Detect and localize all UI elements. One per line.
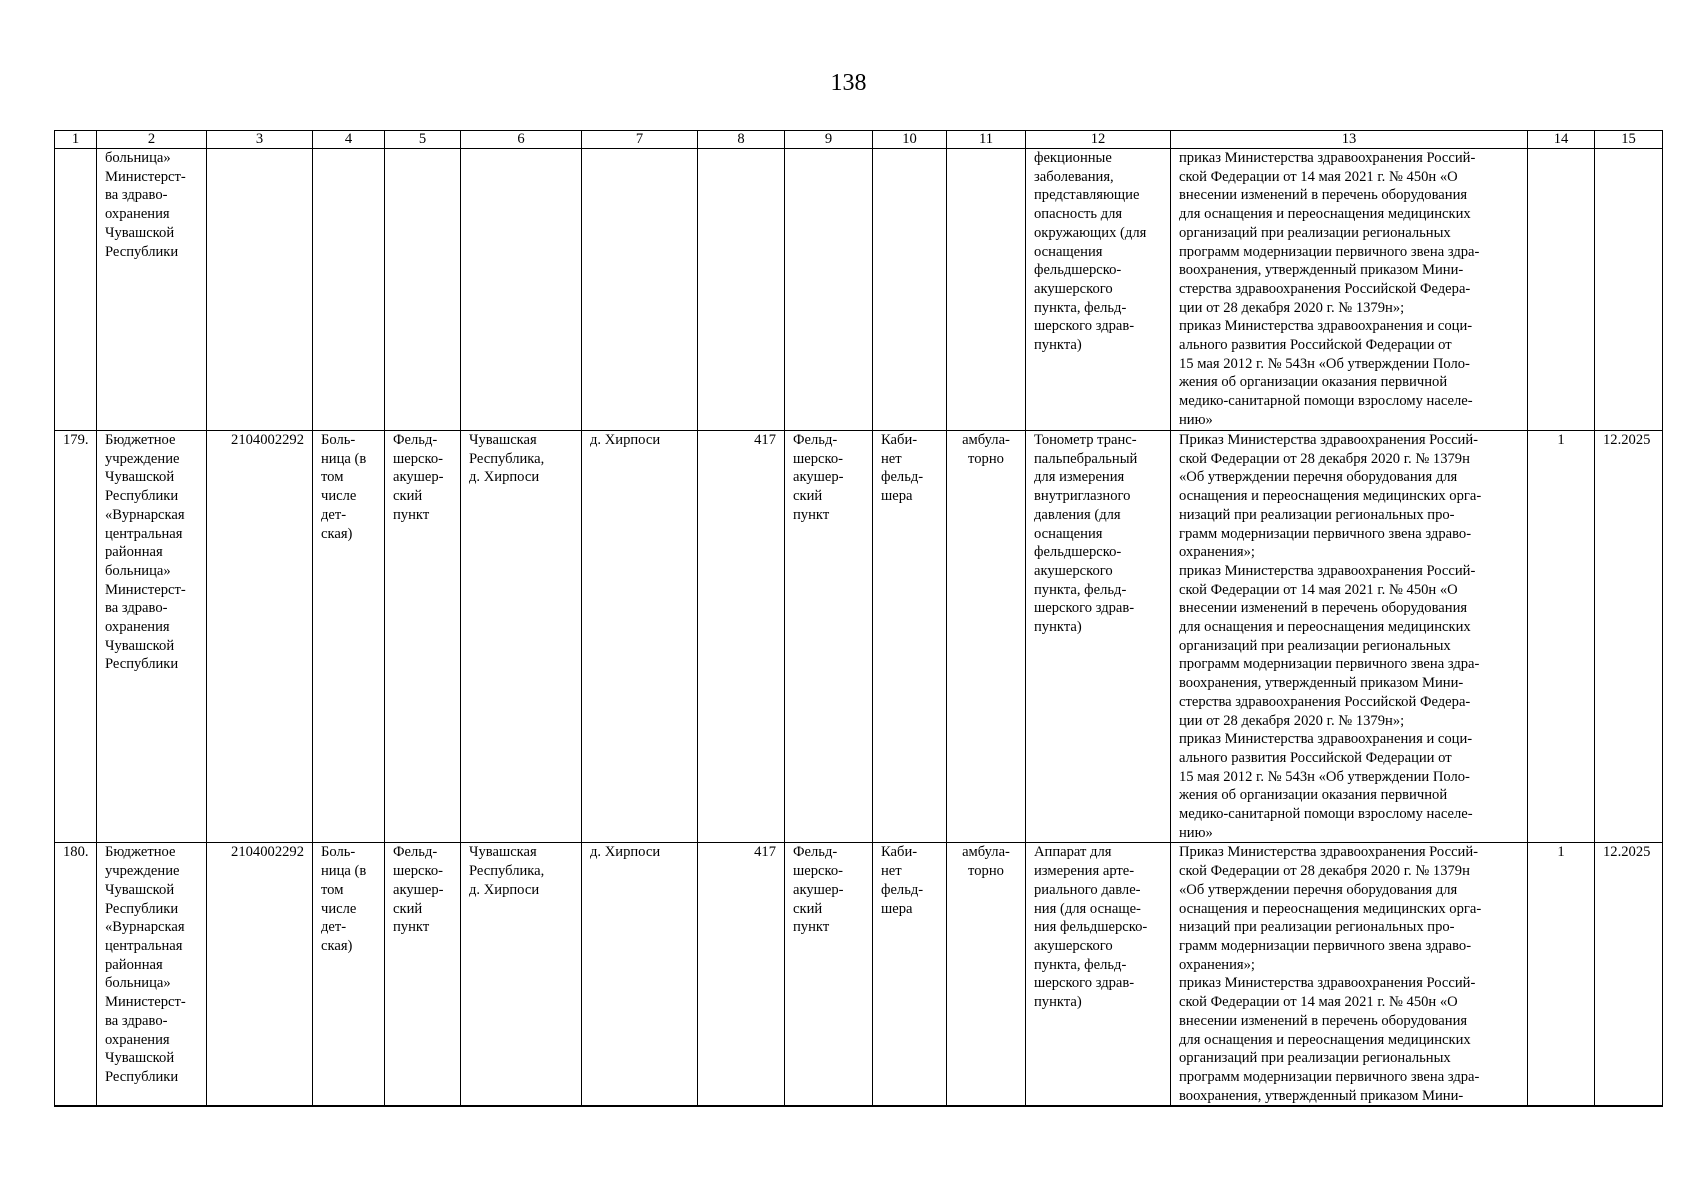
subdivision-cell [785, 149, 873, 431]
subdivision-cell: Фельд- шерско- акушер- ский пункт [785, 431, 873, 843]
column-header: 4 [313, 131, 385, 149]
table-row [55, 431, 1663, 843]
table-row [55, 149, 1663, 431]
legal-basis-cell: Приказ Министерства здравоохранения Россий- ской Федерации от 28 декабря 2020 г. № 1379н «Об утверждении перечня оборудования для оснащения и переоснащения медицинских орга- низаций при реализации региональных про- грамм модернизации первичного звена здраво- охранения»; приказ Министерства здравоохранения Россий- ской Федерации от 14 мая 2021 г. № 450н «О внесении изменений в перечень оборудования для оснащения и переоснащения медицинских организаций при реализации региональных программ модернизации первичного звена здра- воохранения, утвержденный приказом Мини- стерства здравоохранения Российской Федера- ции от 28 декабря 2020 г. № 1379н»; приказ Министерства здравоохранения и соци- ального развития Российской Федерации от 15 мая 2012 г. № 543н «Об утверждении Поло- жения об организации оказания первичной медико-санитарной помощи взрослому населе- нию» [1171, 431, 1528, 843]
inn-cell: 2104002292 [207, 431, 313, 843]
settlement-cell: д. Хирпоси [582, 843, 698, 1106]
equipment-cell: фекционные заболевания, представляющие опасность для окружающих (для оснащения фельдшерско- акушерского пункта, фельд- шерского здрав- пункта) [1026, 149, 1171, 431]
quantity-cell: 1 [1528, 431, 1595, 843]
unit-type-cell: Фельд- шерско- акушер- ский пункт [385, 431, 461, 843]
care-mode-cell: амбула- торно [947, 843, 1026, 1106]
address-cell: Чувашская Республика, д. Хирпоси [461, 431, 582, 843]
deadline-cell: 12.2025 [1595, 431, 1663, 843]
org-type-cell: Боль- ница (в том числе дет- ская) [313, 431, 385, 843]
column-header: 8 [698, 131, 785, 149]
org-type-cell [313, 149, 385, 431]
column-header: 3 [207, 131, 313, 149]
deadline-cell [1595, 149, 1663, 431]
legal-basis-cell: приказ Министерства здравоохранения Россий- ской Федерации от 14 мая 2021 г. № 450н «О внесении изменений в перечень оборудования для оснащения и переоснащения медицинских организаций при реализации региональных программ модернизации первичного звена здра- воохранения, утвержденный приказом Мини- стерства здравоохранения Российской Федера- ции от 28 декабря 2020 г. № 1379н»; приказ Министерства здравоохранения и соци- ального развития Российской Федерации от 15 мая 2012 г. № 543н «Об утверждении Поло- жения об организации оказания первичной медико-санитарной помощи взрослому населе- нию» [1171, 149, 1528, 431]
organization-cell: Бюджетное учреждение Чувашской Республики «Вурнарская центральная районная больница» Министерст- ва здраво- охранения Чувашской Республики [97, 843, 207, 1106]
column-header: 15 [1595, 131, 1663, 149]
population-cell: 417 [698, 843, 785, 1106]
org-type-cell: Боль- ница (в том числе дет- ская) [313, 843, 385, 1106]
equipment-cell: Аппарат для измерения арте- риального давле- ния (для оснаще- ния фельдшерско- акушерского пункта, фельд- шерского здрав- пункта) [1026, 843, 1171, 1106]
population-cell [698, 149, 785, 431]
equipment-cell: Тонометр транс- пальпебральный для измерения внутриглазного давления (для оснащения фельдшерско- акушерского пункта, фельд- шерского здрав- пункта) [1026, 431, 1171, 843]
column-header: 10 [873, 131, 947, 149]
column-header: 6 [461, 131, 582, 149]
room-cell [873, 149, 947, 431]
column-header: 1 [55, 131, 97, 149]
unit-type-cell [385, 149, 461, 431]
care-mode-cell: амбула- торно [947, 431, 1026, 843]
column-header: 7 [582, 131, 698, 149]
column-number-header [55, 131, 1663, 149]
population-cell: 417 [698, 431, 785, 843]
column-header: 5 [385, 131, 461, 149]
inn-cell [207, 149, 313, 431]
equipment-table [54, 130, 1663, 1107]
column-header: 11 [947, 131, 1026, 149]
quantity-cell: 1 [1528, 843, 1595, 1106]
deadline-cell: 12.2025 [1595, 843, 1663, 1106]
row-number-cell [55, 149, 97, 431]
subdivision-cell: Фельд- шерско- акушер- ский пункт [785, 843, 873, 1106]
quantity-cell [1528, 149, 1595, 431]
inn-cell: 2104002292 [207, 843, 313, 1106]
settlement-cell: д. Хирпоси [582, 431, 698, 843]
column-header: 13 [1171, 131, 1528, 149]
table-row [55, 843, 1663, 1106]
column-header: 9 [785, 131, 873, 149]
organization-cell: Бюджетное учреждение Чувашской Республики «Вурнарская центральная районная больница» Министерст- ва здраво- охранения Чувашской Республики [97, 431, 207, 843]
page-number: 138 [830, 70, 867, 96]
unit-type-cell: Фельд- шерско- акушер- ский пункт [385, 843, 461, 1106]
settlement-cell [582, 149, 698, 431]
organization-cell: больница» Министерст- ва здраво- охранения Чувашской Республики [97, 149, 207, 431]
address-cell [461, 149, 582, 431]
column-header: 14 [1528, 131, 1595, 149]
address-cell: Чувашская Республика, д. Хирпоси [461, 843, 582, 1106]
column-header: 12 [1026, 131, 1171, 149]
column-header: 2 [97, 131, 207, 149]
room-cell: Каби- нет фельд- шера [873, 431, 947, 843]
legal-basis-cell: Приказ Министерства здравоохранения Россий- ской Федерации от 28 декабря 2020 г. № 1379н «Об утверждении перечня оборудования для оснащения и переоснащения медицинских орга- низаций при реализации региональных про- грамм модернизации первичного звена здраво- охранения»; приказ Министерства здравоохранения Россий- ской Федерации от 14 мая 2021 г. № 450н «О внесении изменений в перечень оборудования для оснащения и переоснащения медицинских организаций при реализации региональных программ модернизации первичного звена здра- воохранения, утвержденный приказом Мини- [1171, 843, 1528, 1106]
care-mode-cell [947, 149, 1026, 431]
room-cell: Каби- нет фельд- шера [873, 843, 947, 1106]
row-number-cell: 180. [55, 843, 97, 1106]
row-number-cell: 179. [55, 431, 97, 843]
